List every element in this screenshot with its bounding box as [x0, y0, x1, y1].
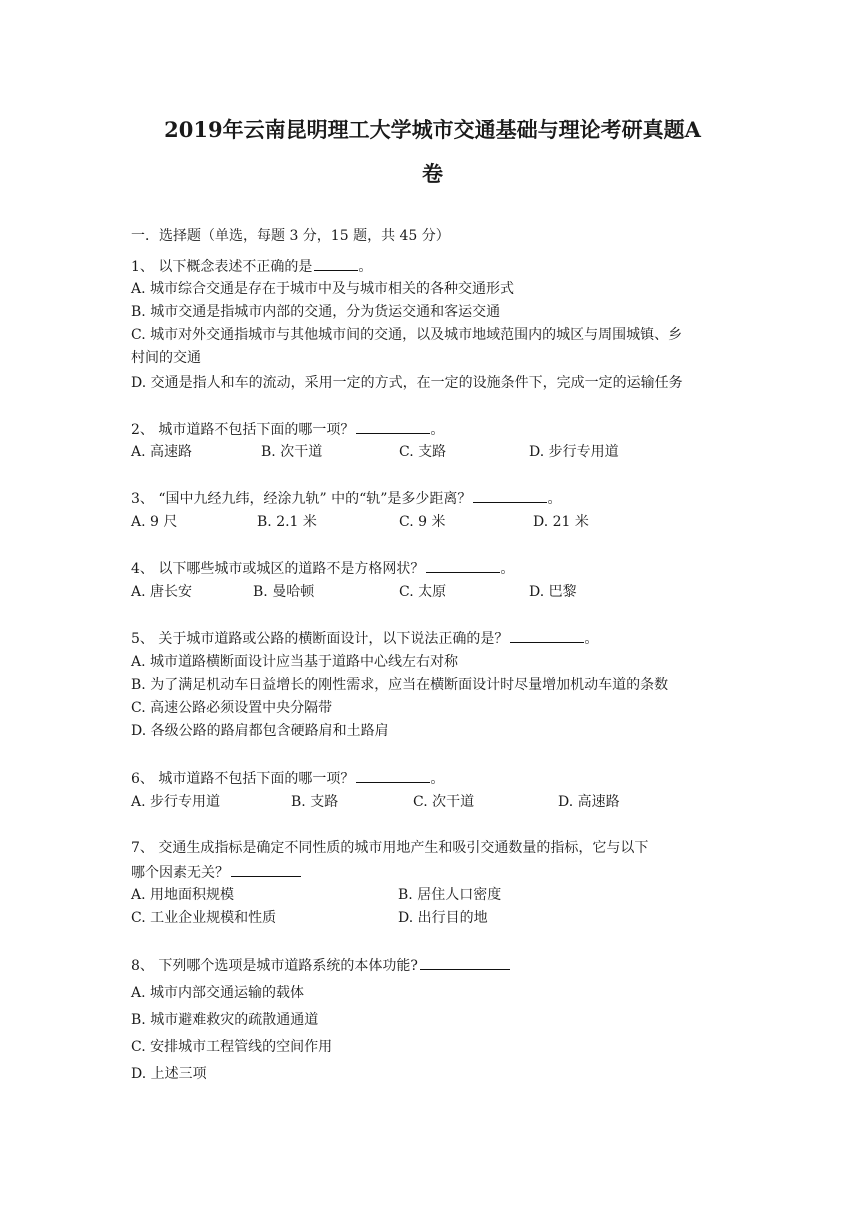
- question-8-option-d: D. 上述三项: [131, 1066, 207, 1082]
- question-4-option-a: A. 唐长安: [131, 584, 193, 600]
- question-8-stem: [131, 955, 510, 976]
- question-5-stem: [131, 628, 598, 649]
- question-1-option-a: A. 城市综合交通是存在于城市中及与城市相关的各种交通形式: [131, 281, 515, 297]
- question-2-option-b: B. 次干道: [261, 444, 323, 460]
- answer-blank: [473, 488, 547, 503]
- question-7-option-d: D. 出行目的地: [398, 910, 488, 926]
- answer-blank: [314, 256, 358, 271]
- question-7-option-a: A. 用地面积规模: [131, 887, 235, 903]
- question-4-option-b: B. 曼哈顿: [253, 584, 315, 600]
- question-6-option-a: A. 步行专用道: [131, 794, 221, 810]
- question-6-option-b: B. 支路: [291, 794, 339, 810]
- question-1-option-b: B. 城市交通是指城市内部的交通，分为货运交通和客运交通: [131, 304, 501, 320]
- question-3-option-b: B. 2.1 米: [257, 514, 317, 530]
- question-2-stem: [131, 419, 444, 440]
- question-5-option-c: C. 高速公路必须设置中央分隔带: [131, 700, 333, 716]
- question-1-end: 。: [358, 259, 373, 275]
- question-3-option-d: D. 21 米: [533, 514, 589, 530]
- question-7-option-c: C. 工业企业规模和性质: [131, 910, 277, 926]
- question-1-text: 1、 以下概念表述不正确的是: [131, 259, 313, 275]
- question-2-option-d: D. 步行专用道: [529, 444, 619, 460]
- question-7-stem-line1: 7、 交通生成指标是确定不同性质的城市用地产生和吸引交通数量的指标，它与以下: [131, 840, 649, 856]
- document-title-line1: 2019年云南昆明理工大学城市交通基础与理论考研真题A: [164, 117, 701, 142]
- question-2-option-a: A. 高速路: [131, 444, 193, 460]
- answer-blank: [420, 955, 510, 970]
- question-8-option-a: A. 城市内部交通运输的载体: [131, 985, 305, 1001]
- answer-blank: [426, 558, 500, 573]
- question-2-end: 。: [430, 422, 445, 438]
- question-4-text: 4、 以下哪些城市或城区的道路不是方格网状？: [131, 561, 425, 577]
- question-5-option-b: B. 为了满足机动车日益增长的刚性需求，应当在横断面设计时尽量增加机动车道的条数: [131, 677, 669, 693]
- answer-blank: [510, 628, 584, 643]
- question-2-option-c: C. 支路: [399, 444, 447, 460]
- question-4-option-d: D. 巴黎: [529, 584, 577, 600]
- question-5-text: 5、 关于城市道路或公路的横断面设计，以下说法正确的是？: [131, 631, 509, 647]
- question-3-stem: [131, 488, 561, 509]
- question-7-option-b: B. 居住人口密度: [398, 887, 502, 903]
- question-8-option-b: B. 城市避难救灾的疏散通通道: [131, 1012, 319, 1028]
- question-7-text: 哪个因素无关？: [131, 865, 229, 881]
- question-3-option-a: A. 9 尺: [131, 514, 178, 530]
- question-4-end: 。: [500, 561, 515, 577]
- answer-blank: [231, 862, 301, 877]
- question-1-stem: [131, 256, 372, 277]
- question-6-text: 6、 城市道路不包括下面的哪一项？: [131, 771, 355, 787]
- question-1-option-c-line1: C. 城市对外交通指城市与其他城市间的交通，以及城市地域范围内的城区与周围城镇、乡: [131, 327, 683, 343]
- question-2-text: 2、 城市道路不包括下面的哪一项？: [131, 422, 355, 438]
- question-6-option-c: C. 次干道: [413, 794, 475, 810]
- question-6-stem: [131, 768, 444, 789]
- question-8-option-c: C. 安排城市工程管线的空间作用: [131, 1039, 333, 1055]
- answer-blank: [356, 419, 430, 434]
- question-6-end: 。: [430, 771, 445, 787]
- answer-blank: [356, 768, 430, 783]
- document-title-line2: 卷: [422, 161, 443, 186]
- question-5-option-d: D. 各级公路的路肩都包含硬路肩和土路肩: [131, 723, 389, 739]
- question-5-end: 。: [584, 631, 599, 647]
- question-7-stem-line2: [131, 862, 301, 883]
- question-5-option-a: A. 城市道路横断面设计应当基于道路中心线左右对称: [131, 654, 459, 670]
- question-4-stem: [131, 558, 514, 579]
- question-3-option-c: C. 9 米: [399, 514, 446, 530]
- question-3-end: 。: [547, 491, 562, 507]
- question-1-option-c-line2: 村间的交通: [131, 350, 201, 366]
- question-4-option-c: C. 太原: [399, 584, 447, 600]
- question-1-option-d: D. 交通是指人和车的流动，采用一定的方式，在一定的设施条件下，完成一定的运输任务: [131, 375, 683, 391]
- question-6-option-d: D. 高速路: [558, 794, 620, 810]
- question-8-text: 8、 下列哪个选项是城市道路系统的本体功能?: [131, 958, 418, 974]
- section-heading: 一．选择题（单选，每题 3 分，15 题，共 45 分）: [131, 228, 450, 244]
- question-3-text: 3、 “国中九经九纬，经涂九轨” 中的“轨”是多少距离？: [131, 491, 472, 507]
